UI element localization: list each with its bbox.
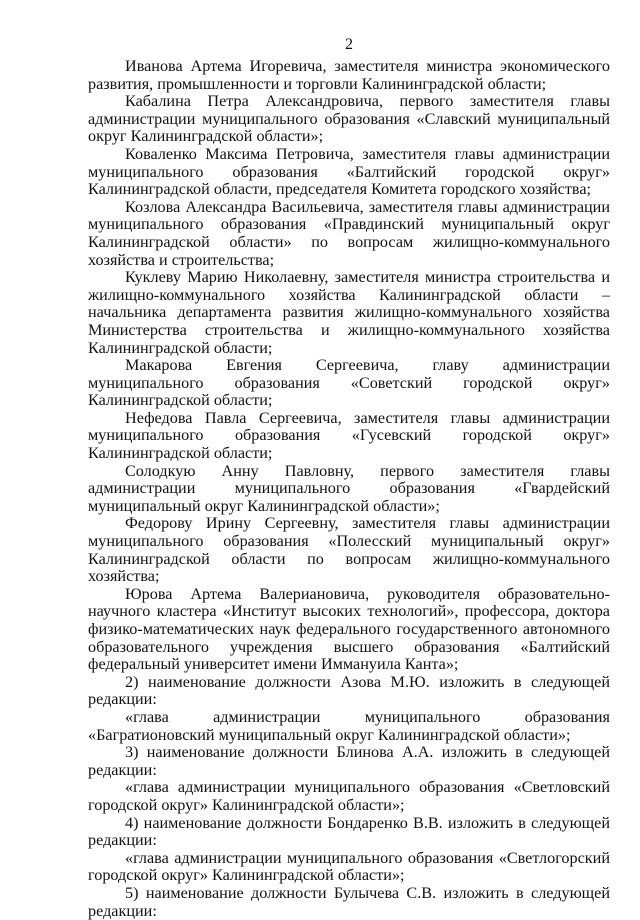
- paragraph-nefedov: Нефедова Павла Сергеевича, заместителя главы администрации муниципального образования «Гусевский городской округ» Калининградской области;: [88, 408, 610, 463]
- item-4-new-title: «глава администрации муниципального образования «Светлогорский городской округ» Калининградской области»;: [88, 848, 610, 885]
- paragraph-ivanov: Иванова Артема Игоревича, заместителя министра экономического развития, промышленности и торговли Калининградской области;: [88, 57, 610, 93]
- document-page: [88, 36, 610, 920]
- paragraph-yurov: Юрова Артема Валериановича, руководителя образовательно-научного кластера «Институт высоких технологий», профессора, доктора физико-математических наук федерального государственного автономного образовательного учреждения высшего образования «Балтийский федеральный университет имени Иммануила Канта»;: [88, 584, 610, 674]
- paragraph-makarov: Макарова Евгения Сергеевича, главу администрации муниципального образования «Советский городской округ» Калининградской области;: [88, 356, 610, 410]
- paragraph-kabalin: Кабалина Петра Александровича, первого заместителя главы администрации муниципального образования «Славский муниципальный округ Калининградской области»;: [88, 92, 610, 146]
- item-4-bondarenko: 4) наименование должности Бондаренко В.В. изложить в следующей редакции:: [88, 813, 610, 850]
- paragraph-kozlov: Козлова Александра Васильевича, заместителя главы администрации муниципального образования «Правдинский муниципальный округ Калининградской области» по вопросам жилищно-коммунального хозяйства и строительства;: [88, 197, 610, 269]
- paragraph-solodkaya: Солодкую Анну Павловну, первого заместителя главы администрации муниципального образования «Гвардейский муниципальный округ Калининградской области»;: [88, 461, 610, 515]
- item-3-new-title: «глава администрации муниципального образования «Светловский городской округ» Калининградской области»;: [88, 778, 610, 814]
- paragraph-fedorova: Федорову Ирину Сергеевну, заместителя главы администрации муниципального образования «Полесский муниципальный округ» Калининградской области по вопросам жилищно-коммунального хозяйства;: [88, 514, 610, 586]
- document-body: [88, 58, 610, 920]
- page-number: 2: [345, 36, 353, 53]
- item-2-azov: 2) наименование должности Азова М.Ю. изложить в следующей редакции:: [88, 672, 610, 709]
- item-2-new-title: «глава администрации муниципального образования «Багратионовский муниципальный округ Калининградской области»;: [88, 707, 610, 744]
- paragraph-kukleva: Куклеву Марию Николаевну, заместителя министра строительства и жилищно-коммунального хозяйства Калининградской области – начальника департамента развития жилищно-коммунального хозяйства Министерства строительства и жилищно-коммунального хозяйства Калининградской области;: [88, 268, 610, 357]
- item-3-blinov: 3) наименование должности Блинова А.А. изложить в следующей редакции:: [88, 743, 610, 779]
- item-5-bulychev: 5) наименование должности Булычева С.В. изложить в следующей редакции:: [88, 883, 610, 920]
- paragraph-kovalenko: Коваленко Максима Петровича, заместителя главы администрации муниципального образования «Балтийский городской округ» Калининградской области, председателя Комитета городского хозяйства;: [88, 144, 610, 199]
